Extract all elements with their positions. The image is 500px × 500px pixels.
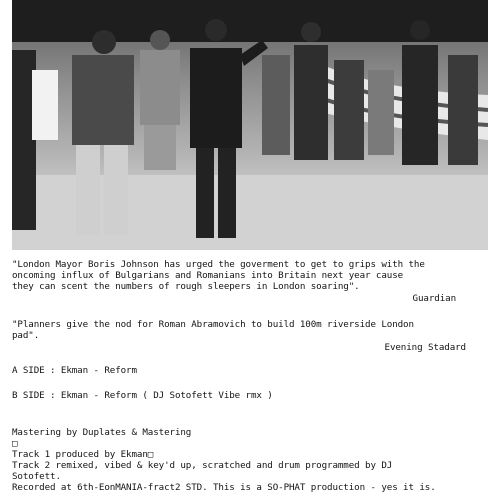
- quote-1-line-3: they can scent the numbers of rough sleepers in London soaring".: [12, 281, 360, 292]
- credits-mastering: Mastering by Duplates & Mastering: [12, 427, 192, 438]
- ceremony-photo-illustration: [12, 0, 488, 250]
- a-side-line: A SIDE : Ekman - Reform: [12, 365, 137, 376]
- b-side-line: B SIDE : Ekman - Reform ( DJ Sotofett Vibe rmx ): [12, 390, 273, 401]
- quote-1-source: Guardian: [412, 293, 456, 304]
- quote-2-line-2: pad".: [12, 330, 40, 341]
- quote-2-source: Evening Stadard: [384, 342, 466, 353]
- credits-placeholder-glyph: □: [12, 438, 18, 449]
- quote-1-line-2: oncoming influx of Bulgarians and Romanians into Britain next year cause: [12, 270, 404, 281]
- cover-photo: [12, 0, 488, 250]
- credits-track-2-line-1: Track 2 remixed, vibed & key'd up, scratched and drum programmed by DJ: [12, 460, 393, 471]
- credits-recording: Recorded at 6th-EonMANIA-fract2 STD. This is a SO-PHAT production - yes it is.: [12, 482, 436, 493]
- quote-2-line-1: "Planners give the nod for Roman Abramovich to build 100m riverside London: [12, 319, 414, 330]
- credits-track-1: Track 1 produced by Ekman□: [12, 449, 154, 460]
- quote-1-line-1: "London Mayor Boris Johnson has urged the goverment to get to grips with the: [12, 259, 425, 270]
- credits-track-2-line-2: Sotofett.: [12, 471, 61, 482]
